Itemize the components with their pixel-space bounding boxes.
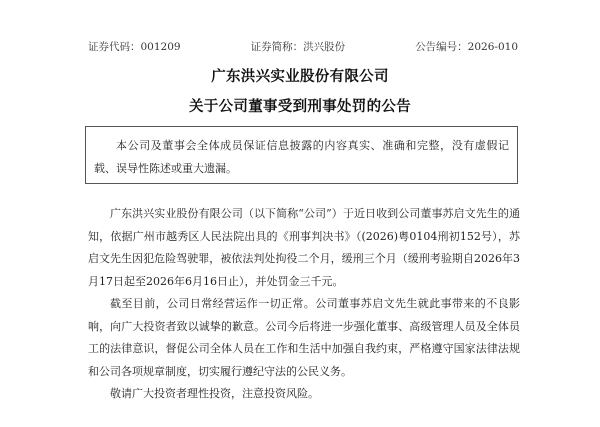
body-paragraph-apology: 截至目前，公司日常经营运作一切正常。公司董事苏启文先生就此事带来的不良影响，向广大投资者致以诚挚的歉意。公司今后将进一步强化董事、高级管理人员及全体员工的法律意识，督促公司全体人员在工作和生活中加强自我约束，严格遵守国家法律法规和公司各项规章制度，切实履行遵纪守法的公民义务。 [88,297,520,378]
disclosure-statement-box [85,126,518,184]
announcement-meta-line [88,39,518,54]
body-paragraph-penalty: 广东洪兴实业股份有限公司（以下简称“公司”）于近日收到公司董事苏启文先生的通知，依据广州市越秀区人民法院出具的《刑事判决书》（(2026)粤0104刑初152号），苏启文先生因犯危险驾驶罪，被依法判处拘役二个月，缓刑三个月（缓刑考验期自2026年3月17日起至2026年6月16日止），并处罚金三千元。 [88,207,520,288]
announcement-number: 公告编号：2026-010 [415,41,518,53]
announcement-title: 关于公司董事受到刑事处罚的公告 [189,99,411,115]
securities-code: 证券代码：001209 [88,41,181,53]
disclosure-statement-text: 本公司及董事会全体成员保证信息披露的内容真实、准确和完整，没有虚假记载、误导性陈述或重大遗漏。 [94,139,509,175]
body-paragraph-risk-warning: 敬请广大投资者理性投资，注意投资风险。 [110,387,319,400]
company-title: 广东洪兴实业股份有限公司 [211,69,389,85]
announcement-body [88,203,520,406]
securities-abbreviation: 证券简称：洪兴股份 [250,41,346,53]
